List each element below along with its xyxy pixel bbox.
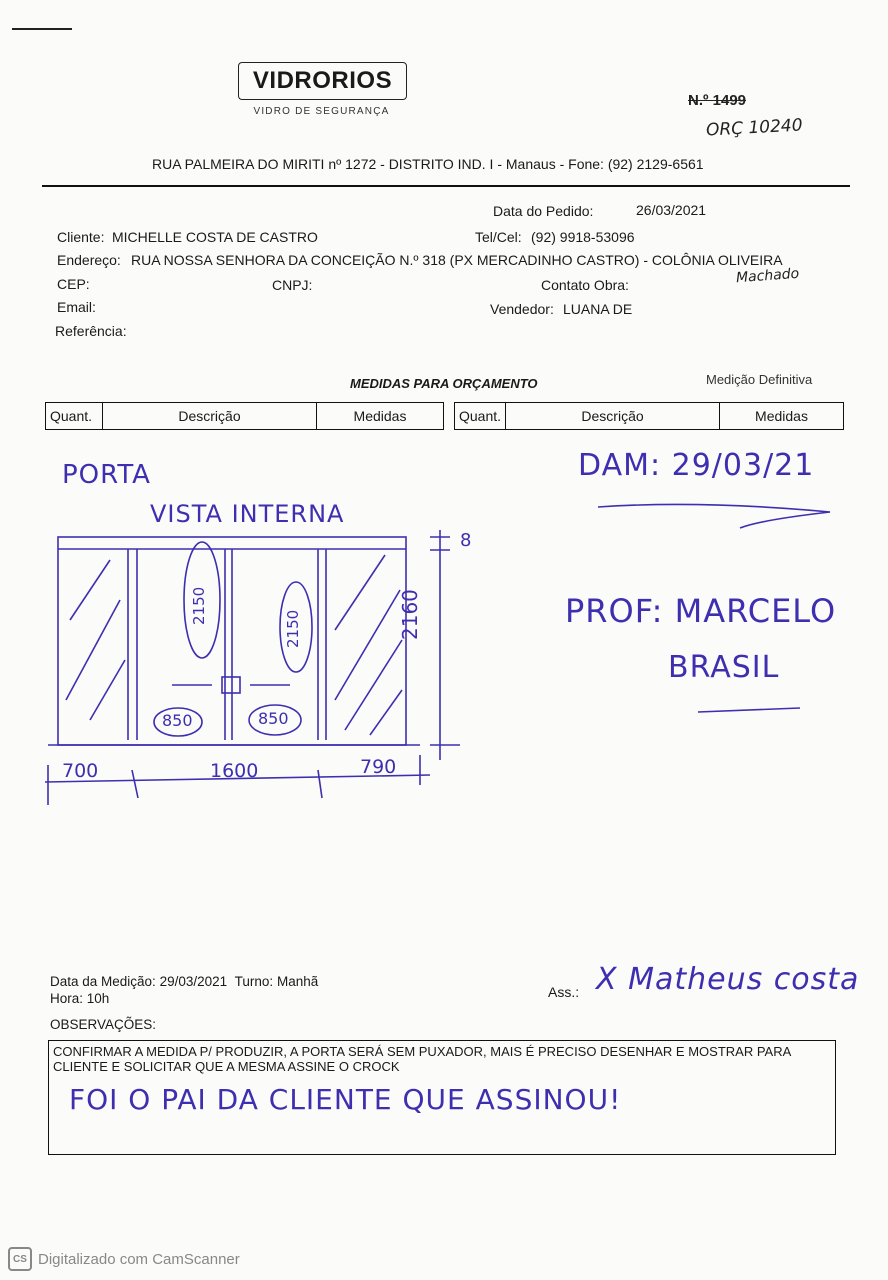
order-date-value: 26/03/2021 xyxy=(636,202,707,218)
cep-label: CEP: xyxy=(57,276,90,292)
phone-value: (92) 9918-53096 xyxy=(531,229,635,245)
leaf-width-1: 850 xyxy=(162,711,193,730)
width-right: 790 xyxy=(360,756,397,778)
col-meas: Medidas xyxy=(720,403,844,430)
email-label: Email: xyxy=(57,299,96,315)
glass-hatch xyxy=(335,555,385,630)
dim-height: 2160 xyxy=(398,589,422,640)
measures-status: Medição Definitiva xyxy=(706,372,813,387)
col-desc: Descrição xyxy=(103,403,317,430)
measure-date-label: Data da Medição: xyxy=(50,974,156,989)
dim-tick xyxy=(132,770,138,798)
cnpj-label: CNPJ: xyxy=(272,277,313,293)
hour-value: 10h xyxy=(86,991,110,1006)
contact-label: Contato Obra: xyxy=(541,277,629,293)
prof-note-1: PROF: MARCELO xyxy=(565,592,837,630)
camscanner-watermark xyxy=(8,1247,240,1271)
prof-note-2: BRASIL xyxy=(668,650,780,685)
date-underline xyxy=(598,504,830,528)
doc-number-struck: N.º 1499 xyxy=(688,92,747,109)
glass-hatch xyxy=(335,590,400,700)
seller-value: LUANA DE xyxy=(563,301,633,317)
phone-label: Tel/Cel: xyxy=(475,229,522,245)
observations-text: CONFIRMAR A MEDIDA P/ PRODUZIR, A PORTA SERÁ SEM PUXADOR, MAIS É PRECISO DESENHAR E MOSTRAR PARA CLIENTE E SOLICITAR QUE A MESMA ASSINE O CROCK xyxy=(53,1044,791,1074)
order-date-label: Data do Pedido: xyxy=(493,203,594,219)
company-address: RUA PALMEIRA DO MIRITI nº 1272 - DISTRITO IND. I - Manaus - Fone: (92) 2129-6561 xyxy=(152,156,704,172)
prof-underline xyxy=(698,708,800,712)
reference-label: Referência: xyxy=(55,323,127,339)
width-left: 700 xyxy=(62,760,99,782)
shift-label: Turno: xyxy=(234,974,274,989)
camscanner-logo: CS xyxy=(8,1247,32,1271)
col-meas: Medidas xyxy=(317,403,444,430)
measure-hour xyxy=(50,991,109,1006)
address-value: RUA NOSSA SENHORA DA CONCEIÇÃO N.º 318 (PX MERCADINHO CASTRO) - COLÔNIA OLIVEIRA xyxy=(131,252,783,268)
client-value: MICHELLE COSTA DE CASTRO xyxy=(112,229,318,245)
address-handwritten: Machado xyxy=(735,265,800,287)
company-logo: VIDRORIOS xyxy=(238,62,407,100)
dim-tick xyxy=(318,770,322,798)
date-note: DAM: 29/03/21 xyxy=(578,448,815,483)
signature: X Matheus costa xyxy=(596,962,860,997)
measures-title: MEDIDAS PARA ORÇAMENTO xyxy=(350,376,538,391)
col-quant: Quant. xyxy=(455,403,506,430)
sign-label: Ass.: xyxy=(548,984,580,1000)
observations-label: OBSERVAÇÕES: xyxy=(50,1017,157,1032)
observations-handwritten: FOI O PAI DA CLIENTE QUE ASSINOU! xyxy=(69,1083,622,1116)
client-label: Cliente: xyxy=(57,229,105,245)
seller-label: Vendedor: xyxy=(490,301,554,317)
glass-hatch xyxy=(70,560,110,620)
sketch-title-2: VISTA INTERNA xyxy=(150,500,345,528)
glass-hatch xyxy=(345,640,402,730)
dim-top: 8 xyxy=(460,530,472,551)
measure-date-value: 29/03/2021 xyxy=(159,974,228,989)
col-desc: Descrição xyxy=(506,403,720,430)
hour-label: Hora: xyxy=(50,991,84,1006)
col-quant: Quant. xyxy=(46,403,103,430)
sketch-title-1: PORTA xyxy=(62,460,151,490)
width-center: 1600 xyxy=(210,760,259,782)
measure-date xyxy=(50,974,318,989)
leaf-width-2: 850 xyxy=(258,709,289,728)
company-tagline: VIDRO DE SEGURANÇA xyxy=(253,106,390,117)
address-label: Endereço: xyxy=(57,252,121,268)
leaf-height-1: 2150 xyxy=(190,586,208,625)
observations-box xyxy=(48,1040,836,1155)
glass-hatch xyxy=(90,660,125,720)
doc-number-handwritten: ORÇ 10240 xyxy=(705,115,804,141)
camscanner-text: Digitalizado com CamScanner xyxy=(38,1250,240,1268)
shift-value: Manhã xyxy=(276,974,319,989)
leaf-height-2: 2150 xyxy=(284,609,302,648)
glass-hatch xyxy=(370,690,402,735)
